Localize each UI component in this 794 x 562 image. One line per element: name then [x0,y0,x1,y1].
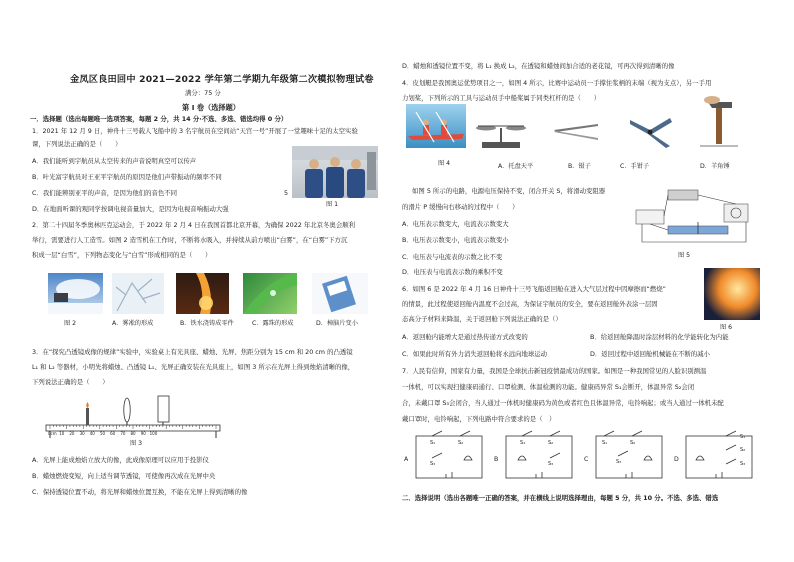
switch-label: S₁ [520,440,526,446]
q4-option-c: C．手钳子 [620,163,650,170]
q1-line-1: 1．2021 年 12 月 9 日，神舟十三号载人飞船中的 3 名宇航员在空间站“天宫一号”开展了一堂趣味十足的太空实验 [32,127,358,135]
q2-line-2: 举行，需要进行人工造雪。如图 2 造雪机在工作时，不断将水吸入，并持续从前方喷出“白雾”，在“白雾”下方沉 [32,236,348,244]
q4-option-b: B．镊子 [568,163,591,170]
q7-option-d: D [674,456,679,463]
q2-option-d: D．樟脑片变小 [316,320,358,327]
q3-line-2: L₁ 和 L₂ 等器材，小明先将蜡烛、凸透镜 L₁、光屏正确安装在光具座上，如图 3 所示在光屏上得到烛焰清晰的像， [32,363,355,371]
balance-scale-icon [474,116,528,150]
circuit-option-b [502,430,578,484]
q3-option-c: C．保持透镜位置不动，将光屏和蜡烛位置互换，不能在光屏上得到清晰的像 [32,488,248,496]
switch-label: S₂ [548,440,554,446]
q7-option-c: C [584,456,589,463]
q7-line-2: 一体机，可以实现扫健康码通行、口罩检测、体温检测的功能。健康码异常 S₁会断开，体温异常 S₂会闭 [402,383,695,391]
ruler-tick-label: 60 [110,431,116,436]
claw-hammer-photo [698,96,740,148]
circuit-option-a [412,430,488,484]
q7-option-a: A [404,456,409,463]
astronauts-photo [292,146,378,198]
q3-line-1: 3．在“探究凸透镜成像的规律”实验中，实验桌上有光具座、蜡烛、光屏、焦距分别为 15 cm 和 20 cm 的凸透镜 [32,348,353,356]
q7-option-b: B [494,456,499,463]
reentry-capsule-photo [704,268,760,320]
q7-line-3: 合，未戴口罩 S₃会闭合，当人通过一体机时健康码为黄色或者红色且体温异常，电铃响起；或当人通过一体机未配 [402,399,724,407]
ruler-tick-label: 70 [120,431,126,436]
fig6-label: 图 6 [720,324,733,331]
exam-title: 金凤区良田回中 2021—2022 学年第二学期九年级第二次模拟物理试卷 [70,74,374,85]
switch-label: S₃ [430,461,436,467]
switch-label: S₃ [548,461,554,467]
circuit-option-d [682,430,758,484]
circuit-option-c [592,430,668,484]
q7-line-4: 戴口罩时，电铃响起，下列电路中符合要求的是（ ） [402,415,556,423]
q6-option-c: C．如果此时所有外力消失返回舱将永远向地球运动 [402,350,548,358]
rime-photo [112,273,164,314]
fig4-label: 图 4 [438,160,451,167]
switch-label: S₂ [630,440,636,446]
molten-iron-photo [176,273,229,314]
q4-option-a: A．托盘天平 [498,163,534,170]
q3-option-b: B．蜡烛燃烧变短，向上适当调节透镜，可使像再次成在光屏中央 [32,472,216,480]
section1-heading: 第 Ⅰ 卷（选择题） [182,103,240,112]
q6-line-1: 6．如图 6 是 2022 年 4 月 16 日神舟十三号飞船返回舱在进入大气层过程中因摩擦而“燃烧” [402,285,666,293]
section2-instruction: 二．选择说明（选出各题唯一正确的答案，并在横线上说明选择理由，每题 5 分，共 10 分。不选、多选、错选 [402,494,719,502]
q6-option-b: B．给返回舱降温时涂层材料的化学能转化为内能 [590,333,729,341]
ruler-tick-label: 40 [89,431,95,436]
q5-line-2: 的滑片 P 缓慢向右移动的过程中（ ） [402,203,519,211]
q4-line-1: 4．皮划艇是我国奥运优势项目之一，如图 4 所示，比赛中运动员一手撑住浆柄的末端（视为支点），另一手用 [402,79,712,87]
q4-option-d: D．羊角锤 [700,163,730,170]
q3-line-3: 下列说法正确的是（ ） [32,378,109,386]
switch-label: S₃ [616,459,622,465]
snow-machine-photo [48,273,103,314]
ruler-tick-label: 10 [59,431,65,436]
switch-label: S₃ [740,461,746,467]
switch-label: S₂ [740,447,746,453]
q1-line-2: 课，下列说法正确的是（ ） [32,140,122,148]
q2-line-3: 积成一层“白雪”，下列物态变化与“白雪”形成相同的是（ ） [32,251,212,259]
q6-option-d: D．返回过程中返回舱机械能在不断的减小 [590,350,710,358]
circuit-fig5-diagram [628,186,758,250]
q2-option-c: C．露珠的形成 [252,320,294,327]
q5-option-a: A．电压表示数变大，电流表示数变大 [402,220,509,228]
q1-fig-number: 5 [284,189,289,197]
fig3-label: 图 3 [130,440,143,447]
switch-label: S₂ [458,440,464,446]
q1-option-c: C．我们能辨别亚平的声音，是因为他们的音色不同 [32,189,178,197]
score-line: 满分：75 分 [185,89,221,97]
q3-option-a: A．光屏上能成烛焰立放大的像，此成像原理可以应用于投影仪 [32,456,209,464]
fig1-label: 图 1 [326,201,339,208]
section1-instruction: 一．选择题（选出每题唯一选项答案，每题 2 分，共 14 分·不选、多选、错选均得 0 分） [30,115,288,123]
q2-option-b: B．铁水浇铸成零件 [180,320,234,327]
q5-line-1: 如图 5 所示的电路，电源电压保持不变，闭合开关 S，将滑动变阻器 [412,187,606,195]
ruler-tick-label: 50 [99,431,106,436]
ruler-labels [48,431,157,436]
fig5-label: 图 5 [678,252,691,259]
dew-photo [243,273,297,314]
q6-option-a: A．返回舱内能增大是通过热传递方式改变的 [402,333,528,341]
optical-bench-diagram [42,388,224,440]
ruler-tick-label: 90 [140,431,146,436]
q7-line-1: 7．人民有信仰，国家有力量，我国是全球抗击新冠疫情最成功的国家。如图是一种我国常见的人脸识别测温 [402,367,707,375]
q5-option-d: D．电压表与电流表示数的乘积不变 [402,268,503,276]
q2-option-a: A．雾凇的形成 [112,320,154,327]
q5-option-b: B．电压表示数变小，电流表示数变小 [402,236,509,244]
q6-line-3: 态高分子材料来降温，关于返回舱下列说法正确的是（） [402,315,562,323]
q5-option-c: C．电压表与电流表的示数之比不变 [402,253,503,261]
switch-label: S₁ [740,434,746,440]
q4-line-2: 力划桨，下列所示的工具与运动员手中船桨属于同类杠杆的是（ ） [402,94,601,102]
fig2-label: 图 2 [64,320,77,327]
switch-label: S₁ [430,440,436,446]
q1-option-b: B．叶光富宇航员对王亚平宇航员的原因是他们声带振动的频率不同 [32,173,222,181]
ruler-tick-label: 80 [130,431,136,436]
kayak-photo [406,104,466,148]
ruler-tick-label: 100 [149,431,158,436]
tweezers-icon [552,118,600,146]
ruler-tick-label: 0cm [48,431,57,436]
q3-option-d: D．蜡烛和透镜位置不变，将 L₁ 换成 L₂，在透镜和蜡烛间加合适的老花镜，可再次得到清晰的像 [402,62,675,70]
q2-line-1: 2．第二十四届冬季奥林匹克运动会，于 2022 年 2 月 4 日在我国首都北京开幕，为确保 2022 年北京冬奥会顺利 [32,221,355,229]
ruler-tick-label: 30 [79,431,85,436]
q1-option-a: A．我们能听到宇航员从太空传来的声音说明真空可以传声 [32,157,197,165]
q6-line-2: 的情景，此过程使返回舱内温度不会过高，为保证宇航员的安全，要在返回舱外表涂一层固 [402,300,658,308]
q1-option-d: D．在地面听课的观同学按调电视音量加大，是因为电视音响振动大强 [32,205,229,213]
pliers-icon [626,114,676,148]
ruler-tick-label: 20 [69,431,75,436]
switch-label: S₁ [602,440,608,446]
camphor-photo [312,273,368,314]
